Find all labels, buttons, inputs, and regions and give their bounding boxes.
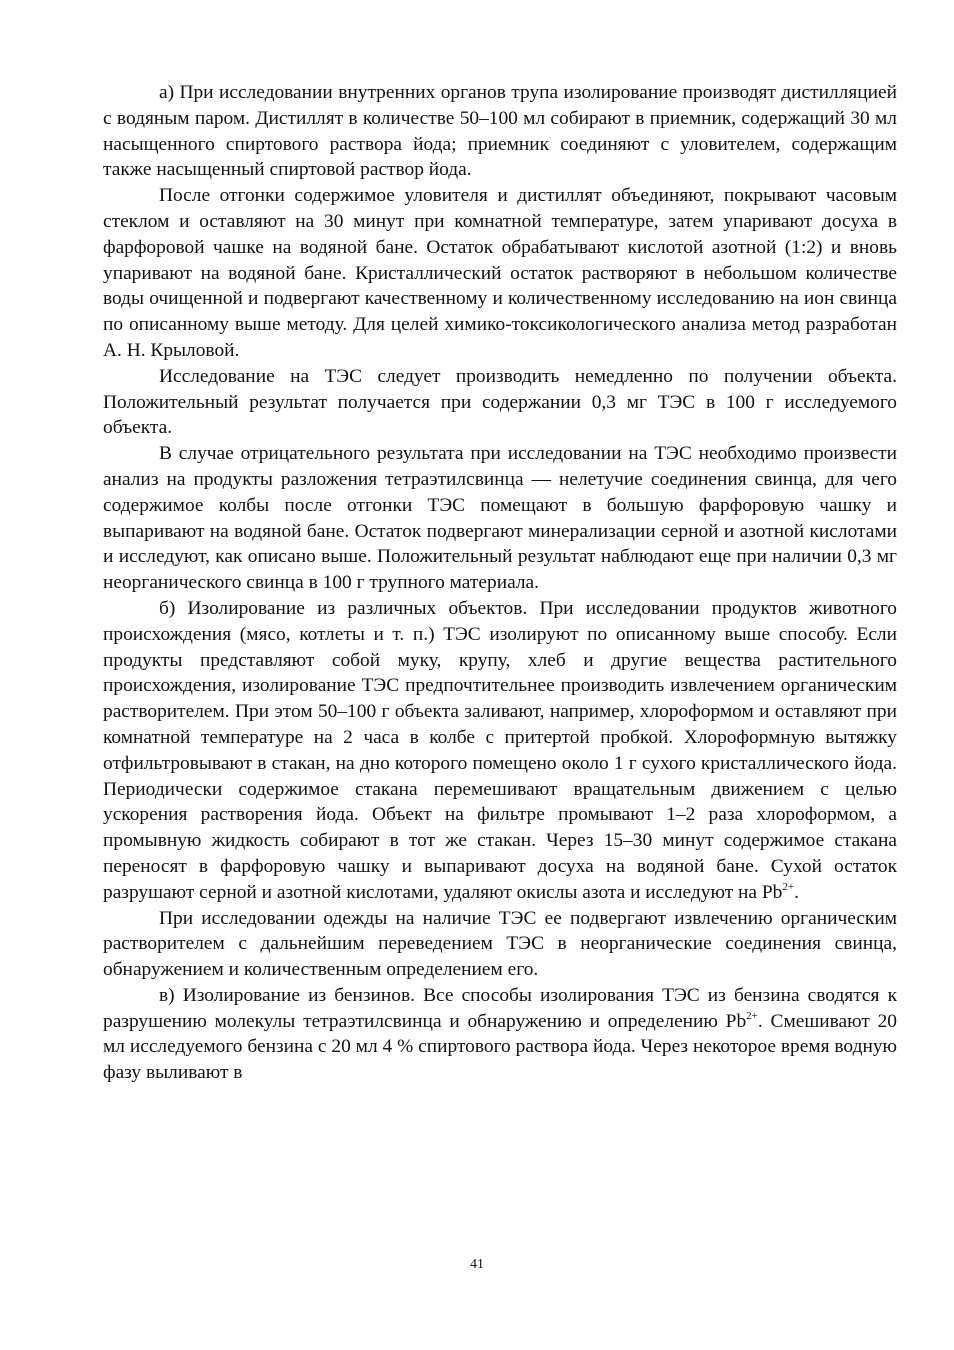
document-page — [103, 80, 897, 1086]
paragraph-gasoline-isolation: в) Изолирование из бензинов. Все способы изолирования ТЭС из бензина сводятся к разрушению молекулы тетраэтилсвинца и обнаружению и определению $Pb^{2+}$. Смешивают 20 мл исследуемого бензина с 20 мл 4 % спиртового раствора йода. Через некоторое время водную фазу выливают в — [103, 984, 898, 1084]
superscript-charge: 2+ — [746, 1009, 758, 1022]
paragraph-tes-study-timing: Исследование на ТЭС следует производить немедленно по получении объекта. Положительный результат получается при содержании 0,3 мг ТЭС в 100 г исследуемого объекта. — [103, 365, 897, 439]
paragraph-isolation-organs: а) При исследовании внутренних органов трупа изолирование производят дистилляцией с водяным паром. Дистиллят в количестве 50–100 мл собирают в приемник, содержащий 30 мл насыщенного спиртового раствора йода; приемник соединяют с уловителем, содержащим также насыщенный спиртовой раствор йода. — [103, 82, 897, 181]
paragraph-various-objects: б) Изолирование из различных объектов. При исследовании продуктов животного происхождения (мясо, котлеты и т. п.) ТЭС изолируют по описанному выше способу. Если продукты представляют собой муку, крупу, хлеб и другие вещества растительного происхождения, изолирование ТЭС предпочтительнее производить извлечением органическим растворителем. При этом 50–100 г объекта заливают, например, хлороформом и оставляют при комнатной температуре на 2 часа в колбе с притертой пробкой. Хлороформную вытяжку отфильтровывают в стакан, на дно которого помещено около 1 г сухого кристаллического йода. Периодически содержимое стакана перемешивают вращательным движением с целью ускорения растворения йода. Объект на фильтре промывают 1–2 раза хлороформом, а промывную жидкость собирают в тот же стакан. Через 15–30 минут содержимое стакана переносят в фарфоровую чашку и выпаривают досуха на водяной бане. Сухой остаток разрушают серной и азотной кислотами, удаляют окислы азота и исследуют на $Pb^{2+}$. — [103, 597, 897, 903]
page-number: 41 — [470, 1257, 484, 1272]
paragraph-negative-result: В случае отрицательного результата при исследовании на ТЭС необходимо произвести анализ на продукты разложения тетраэтилсвинца — нелетучие соединения свинца, для чего содержимое колбы после отгонки ТЭС помещают в большую фарфоровую чашку и выпаривают на водяной бане. Остаток подвергают минерализации серной и азотной кислотами и исследуют, как описано выше. Положительный результат наблюдают еще при наличии 0,3 мг неорганического свинца в 100 г трупного материала. — [103, 443, 897, 594]
superscript-charge: 2+ — [782, 880, 795, 893]
paragraph-distillate-processing: После отгонки содержимое уловителя и дистиллят объединяют, покрывают часовым стеклом и оставляют на 30 минут при комнатной температуре, затем упаривают досуха в фарфоровой чашке на водяной бане. Остаток обрабатывают кислотой азотной (1:2) и вновь упаривают на водяной бане. Кристаллический остаток растворяют в небольшом количестве воды очищенной и подвергают качественному и количественному исследованию на ион свинца по описанному выше методу. Для целей химико-токсикологического анализа метод разработан А. Н. Крыловой. — [103, 185, 897, 361]
paragraph-clothing-study: При исследовании одежды на наличие ТЭС ее подвергают извлечению органическим растворителем с дальнейшим переведением ТЭС в неорганические соединения свинца, обнаружением и количественным определением его. — [103, 907, 897, 981]
